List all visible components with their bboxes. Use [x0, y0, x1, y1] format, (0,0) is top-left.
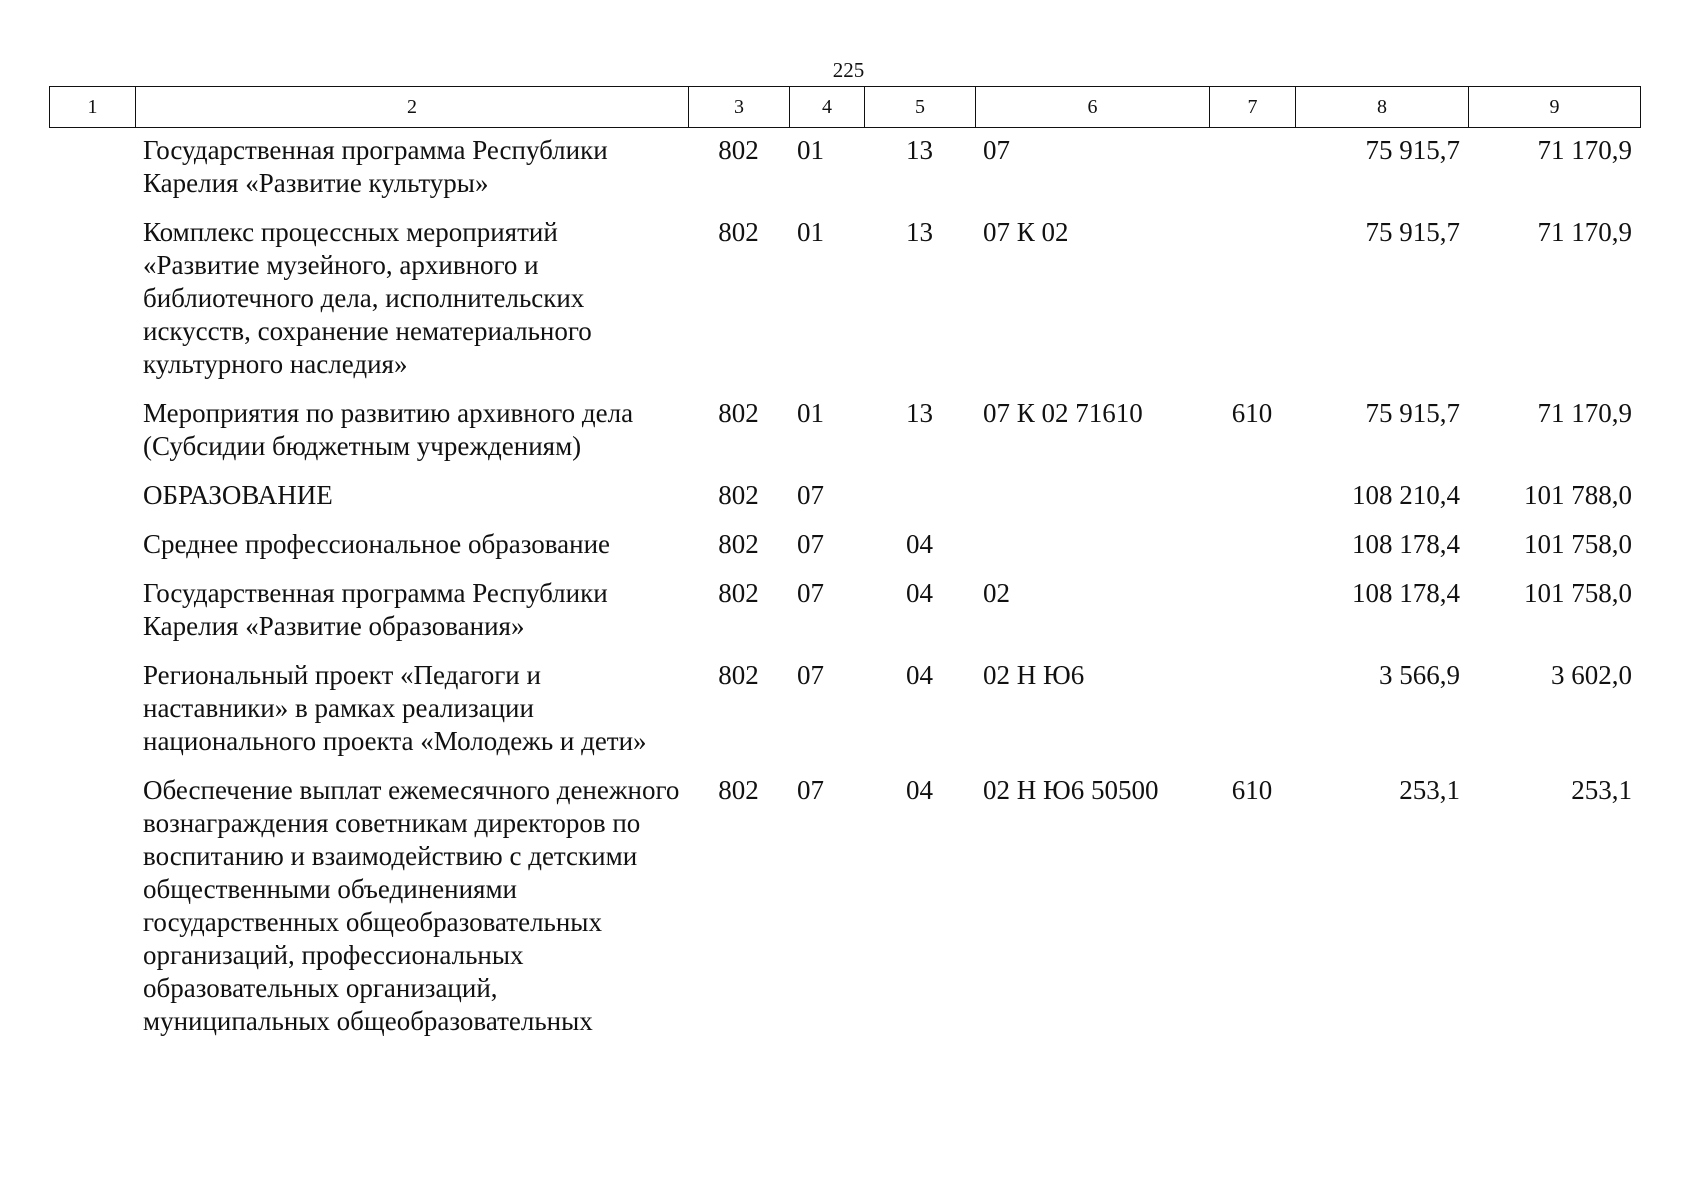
code-target-article: 07 К 02	[983, 217, 1069, 247]
table-row	[49, 134, 1640, 216]
code-subsection: 13	[906, 398, 933, 428]
amount-year-1: 3 566,9	[1379, 660, 1460, 690]
table-row	[49, 659, 1640, 774]
amount-year-1: 253,1	[1399, 775, 1460, 805]
table-row	[49, 528, 1640, 577]
table-row	[49, 479, 1640, 528]
amount-year-2: 101 758,0	[1524, 578, 1632, 608]
amount-year-2: 101 758,0	[1524, 529, 1632, 559]
code-ministry: 802	[718, 480, 759, 510]
code-section: 07	[797, 480, 824, 510]
budget-table	[49, 134, 1640, 1054]
header-col-2: 2	[136, 87, 689, 128]
header-row	[50, 87, 1641, 128]
item-name: Мероприятия по развитию архивного дела (Субсидии бюджетным учреждениям)	[143, 398, 634, 461]
code-subsection: 04	[906, 775, 933, 805]
code-expense-type	[1209, 479, 1295, 528]
code-expense-type	[1209, 528, 1295, 577]
code-section: 01	[797, 135, 824, 165]
code-subsection: 04	[906, 660, 933, 690]
code-ministry: 802	[718, 135, 759, 165]
code-section: 07	[797, 660, 824, 690]
header-col-5: 5	[865, 87, 976, 128]
table-row	[49, 577, 1640, 659]
code-section: 07	[797, 775, 824, 805]
code-subsection: 13	[906, 217, 933, 247]
amount-year-1: 108 210,4	[1352, 480, 1460, 510]
code-section: 01	[797, 398, 824, 428]
code-target-article	[975, 479, 1209, 528]
amount-year-2: 101 788,0	[1524, 480, 1632, 510]
code-subsection: 04	[906, 529, 933, 559]
amount-year-2: 71 170,9	[1537, 217, 1632, 247]
code-ministry: 802	[718, 578, 759, 608]
item-name: Государственная программа Республики Карелия «Развитие культуры»	[143, 135, 608, 198]
amount-year-2: 71 170,9	[1537, 398, 1632, 428]
code-expense-type	[1209, 659, 1295, 774]
code-ministry: 802	[718, 217, 759, 247]
header-col-6: 6	[976, 87, 1210, 128]
header-col-4: 4	[790, 87, 865, 128]
code-target-article: 07	[983, 135, 1010, 165]
amount-year-1: 75 915,7	[1365, 217, 1460, 247]
item-name: Региональный проект «Педагоги и наставники» в рамках реализации национального проекта «Молодежь и дети»	[143, 660, 647, 756]
amount-year-1: 108 178,4	[1352, 578, 1460, 608]
item-name: Государственная программа Республики Карелия «Развитие образования»	[143, 578, 608, 641]
header-col-8: 8	[1296, 87, 1469, 128]
header-col-1: 1	[50, 87, 136, 128]
code-target-article: 02 Н Ю6 50500	[983, 775, 1159, 805]
code-expense-type	[1209, 577, 1295, 659]
item-name: Обеспечение выплат ежемесячного денежного вознаграждения советникам директоров по воспитанию и взаимодействию с детскими общественными объединениями государственных общеобразовательных организаций, профессиональных образовательных организаций, муниципальных общеобразовательных	[143, 775, 680, 1036]
amount-year-2: 3 602,0	[1551, 660, 1632, 690]
amount-year-1: 75 915,7	[1365, 135, 1460, 165]
code-expense-type: 610	[1231, 398, 1273, 428]
item-name: Среднее профессиональное образование	[143, 529, 611, 559]
page-number: 225	[832, 58, 865, 82]
code-target-article	[975, 528, 1209, 577]
code-target-article: 02 Н Ю6	[983, 660, 1085, 690]
code-expense-type: 610	[1231, 775, 1273, 805]
code-ministry: 802	[718, 775, 759, 805]
code-section: 01	[797, 217, 824, 247]
amount-year-1: 75 915,7	[1365, 398, 1460, 428]
code-target-article: 02	[983, 578, 1010, 608]
code-ministry: 802	[718, 398, 759, 428]
code-expense-type	[1209, 134, 1295, 216]
column-number-header	[49, 86, 1641, 128]
amount-year-2: 253,1	[1571, 775, 1632, 805]
code-subsection	[864, 479, 975, 528]
code-target-article: 07 К 02 71610	[983, 398, 1143, 428]
header-col-7: 7	[1210, 87, 1296, 128]
code-expense-type	[1209, 216, 1295, 397]
code-subsection: 04	[906, 578, 933, 608]
table-row	[49, 397, 1640, 479]
item-name: Комплекс процессных мероприятий «Развитие музейного, архивного и библиотечного дела, исполнительских искусств, сохранение нематериального культурного наследия»	[143, 217, 592, 379]
amount-year-2: 71 170,9	[1537, 135, 1632, 165]
code-ministry: 802	[718, 660, 759, 690]
header-col-9: 9	[1469, 87, 1641, 128]
table-row	[49, 216, 1640, 397]
code-ministry: 802	[718, 529, 759, 559]
code-section: 07	[797, 529, 824, 559]
code-subsection: 13	[906, 135, 933, 165]
header-col-3: 3	[689, 87, 790, 128]
code-section: 07	[797, 578, 824, 608]
table-row	[49, 774, 1640, 1054]
item-name: ОБРАЗОВАНИЕ	[143, 480, 333, 510]
amount-year-1: 108 178,4	[1352, 529, 1460, 559]
